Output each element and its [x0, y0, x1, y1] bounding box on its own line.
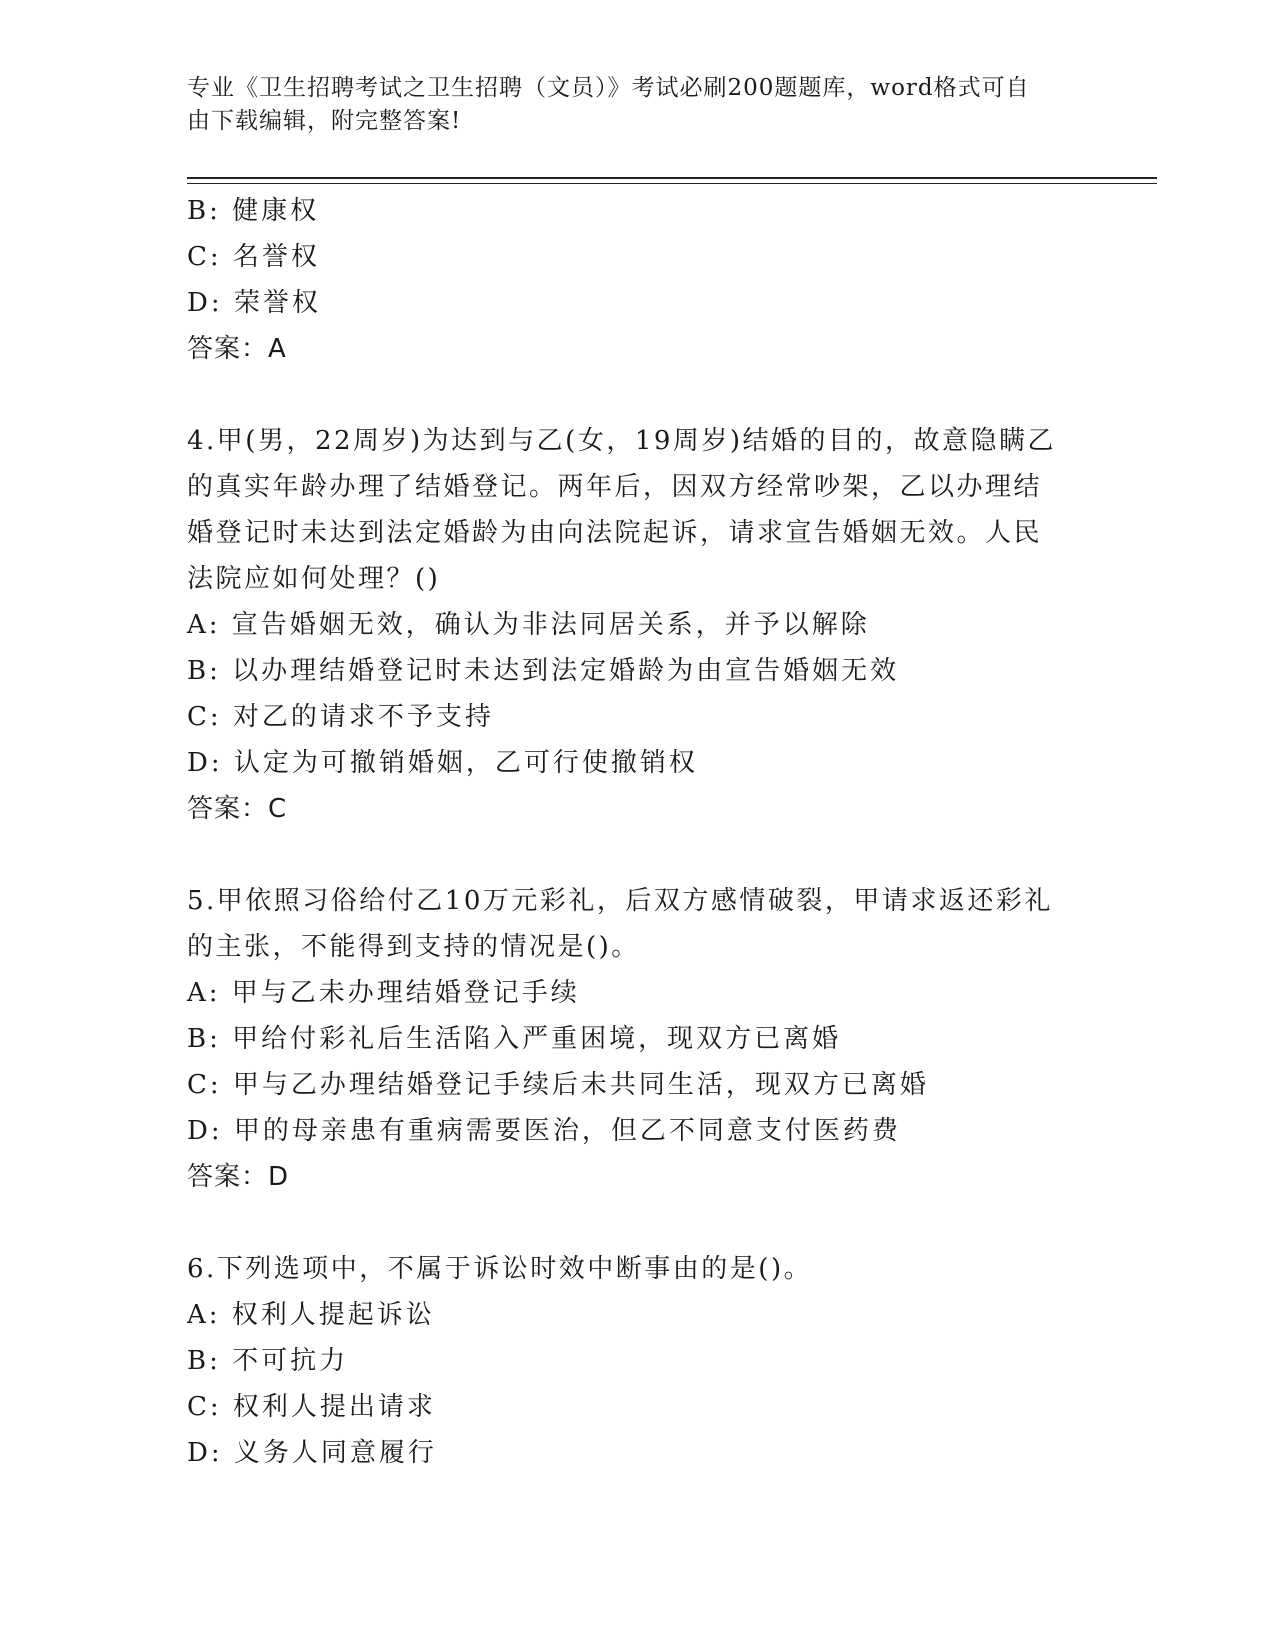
q5-option-a: A: 甲与乙未办理结婚登记手续 — [187, 978, 580, 1008]
document-body — [187, 188, 1157, 1476]
header-line-2: 由下载编辑，附完整答案! — [187, 108, 462, 134]
q3-option-c: C: 名誉权 — [187, 242, 320, 272]
q4-stem-line-2: 的真实年龄办理了结婚登记。两年后，因双方经常吵架，乙以办理结 — [187, 472, 1043, 502]
q6-option-d: D: 义务人同意履行 — [187, 1438, 437, 1468]
header-line-1: 专业《卫生招聘考试之卫生招聘（文员）》考试必刷200题题库，word格式可自 — [187, 75, 1030, 101]
q4-option-d: D: 认定为可撤销婚姻，乙可行使撤销权 — [187, 748, 698, 778]
spacer — [187, 372, 1157, 418]
q6-stem-line-1: 6.下列选项中，不属于诉讼时效中断事由的是()。 — [187, 1254, 813, 1284]
q4-option-c: C: 对乙的请求不予支持 — [187, 702, 494, 732]
q6-option-a: A: 权利人提起诉讼 — [187, 1300, 435, 1330]
q4-option-a: A: 宣告婚姻无效，确认为非法同居关系，并予以解除 — [187, 610, 870, 640]
q5-option-b: B: 甲给付彩礼后生活陷入严重困境，现双方已离婚 — [187, 1024, 842, 1054]
q6-option-c: C: 权利人提出请求 — [187, 1392, 436, 1422]
q4-stem-line-1: 4.甲(男，22周岁)为达到与乙(女，19周岁)结婚的目的，故意隐瞒乙 — [187, 426, 1057, 456]
q5-stem-line-1: 5.甲依照习俗给付乙10万元彩礼，后双方感情破裂，甲请求返还彩礼 — [187, 886, 1053, 916]
q5-option-d: D: 甲的母亲患有重病需要医治，但乙不同意支付医药费 — [187, 1116, 901, 1146]
q3-option-b: B: 健康权 — [187, 196, 320, 226]
q6-option-b: B: 不可抗力 — [187, 1346, 349, 1376]
q5-option-c: C: 甲与乙办理结婚登记手续后未共同生活，现双方已离婚 — [187, 1070, 929, 1100]
q3-option-d: D: 荣誉权 — [187, 288, 321, 318]
header-rule-thin — [187, 183, 1157, 184]
spacer — [187, 1200, 1157, 1246]
q4-stem-line-4: 法院应如何处理？() — [187, 564, 441, 594]
q5-stem-line-2: 的主张，不能得到支持的情况是()。 — [187, 932, 640, 962]
q3-answer: 答案：A — [187, 334, 287, 364]
document-header — [187, 72, 1067, 138]
spacer — [187, 832, 1157, 878]
header-rule-thick — [187, 177, 1157, 179]
q5-answer: 答案：D — [187, 1162, 290, 1192]
q4-option-b: B: 以办理结婚登记时未达到法定婚龄为由宣告婚姻无效 — [187, 656, 900, 686]
q4-stem-line-3: 婚登记时未达到法定婚龄为由向法院起诉，请求宣告婚姻无效。人民 — [187, 518, 1043, 548]
q4-answer: 答案：C — [187, 794, 288, 824]
